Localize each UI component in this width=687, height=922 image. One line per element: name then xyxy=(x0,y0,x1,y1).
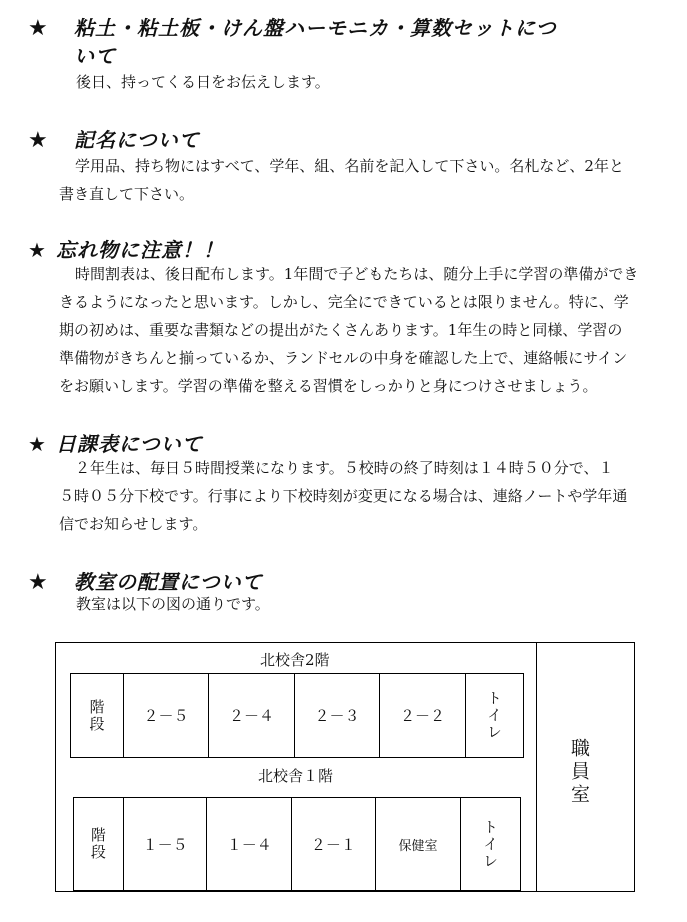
section-body-classroom: 教室は以下の図の通りです。 xyxy=(76,595,270,613)
room-nurse: 保健室 xyxy=(376,798,462,890)
star-icon: ★ xyxy=(28,432,47,456)
floor2-rooms xyxy=(70,673,524,758)
room-2-1: ２－１ xyxy=(292,798,376,890)
room-2-2: ２－２ xyxy=(380,674,466,757)
section-heading-materials: ★ 粘土・粘土板・けん盤ハーモニカ・算数セットにつ xyxy=(28,16,557,41)
room-stairs: 階段 xyxy=(74,798,124,890)
floor1-rooms xyxy=(73,797,521,891)
star-icon: ★ xyxy=(28,128,49,153)
room-toilet: トイレ xyxy=(481,818,500,870)
section-heading-materials-cont: いて xyxy=(74,44,116,68)
room-1-4: １－４ xyxy=(207,798,292,890)
star-icon: ★ xyxy=(28,570,49,595)
star-icon: ★ xyxy=(28,16,49,41)
section-heading-forgotten: ★ 忘れ物に注意！！ xyxy=(28,238,224,262)
star-icon: ★ xyxy=(28,238,47,262)
section-body-naming: 学用品、持ち物にはすべて、学年、組、名前を記入して下さい。名札など、2年と 書き直して下さい。 xyxy=(59,157,624,203)
staff-room: 職員室 xyxy=(568,738,590,807)
room-stairs: 階段 xyxy=(71,674,124,757)
section-heading-classroom: ★ 教室の配置について xyxy=(28,570,263,595)
room-2-4: ２－４ xyxy=(209,674,295,757)
floor1-label: 北校舎１階 xyxy=(258,767,334,785)
floor-plan xyxy=(55,642,635,892)
section-heading-naming: ★ 記名について xyxy=(28,128,200,153)
section-body-forgotten: 時間割表は、後日配布します。1年間で子どもたちは、随分上手に学習の準備ができ きるようになったと思います。しかし、完全にできているとは限りません。特に、学 期の初めは、重要な書類などの提出がたくさんあります。1年生の時と同様、学習の 準備物がきちんと揃っているか、ランドセルの中身を確認した上で、連絡帳にサイン をお願いします。学習の準備を整える習慣をしっかりと身につけさせましょう。 xyxy=(59,265,639,395)
room-2-3: ２－３ xyxy=(295,674,380,757)
section-body-schedule: ２年生は、毎日５時間授業になります。５校時の終了時刻は１４時５０分で、１ ５時０５分下校です。行事により下校時刻が変更になる場合は、連絡ノートや学年通 信でお知らせします。 xyxy=(59,459,628,533)
room-2-5: ２－５ xyxy=(124,674,209,757)
room-toilet: トイレ xyxy=(485,690,503,741)
plan-divider xyxy=(536,643,537,891)
section-body-materials: 後日、持ってくる日をお伝えします。 xyxy=(76,73,330,91)
room-1-5: １－５ xyxy=(124,798,208,890)
floor2-label: 北校舎2階 xyxy=(260,651,330,669)
section-heading-schedule: ★ 日課表について xyxy=(28,432,203,456)
